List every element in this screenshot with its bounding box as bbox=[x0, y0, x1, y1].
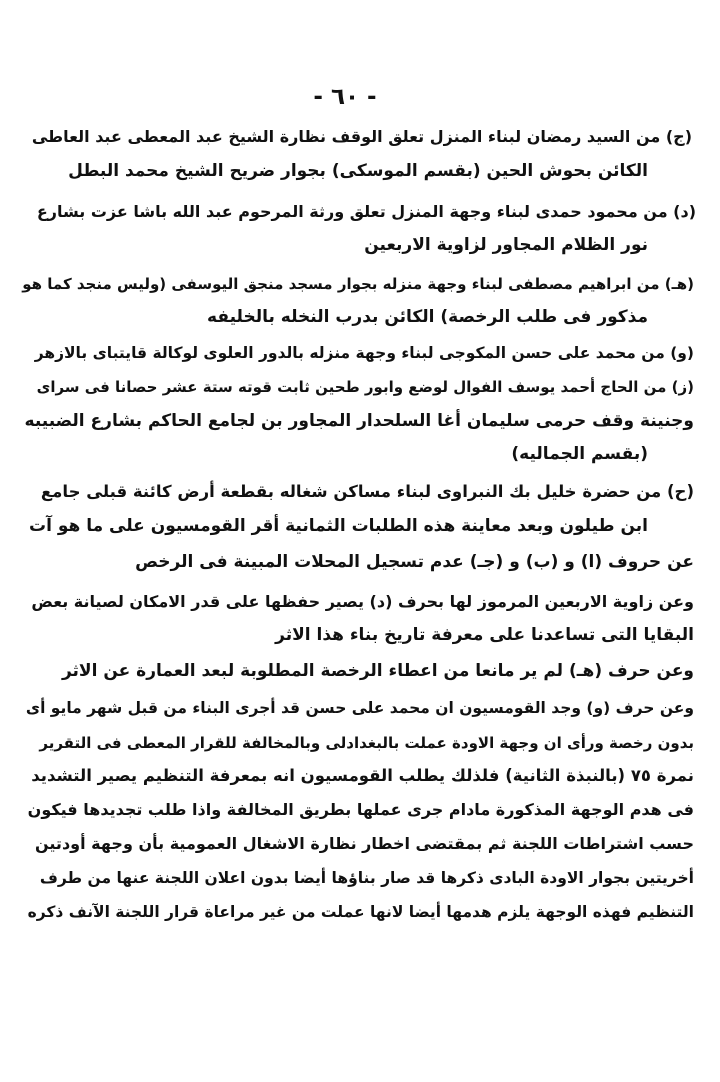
text-line-22: أخريتين بجوار الاودة البادى ذكرها قد صار بناؤها أيضا بدون اعلان اللجنة عنها من طرف bbox=[39, 869, 694, 887]
text-line-20: فى هدم الوجهة المذكورة مادام جرى عملها بطريق المخالفة واذا طلب تجديدها فيكون bbox=[27, 800, 694, 819]
text-line-17: وعن حرف (و) وجد القومسيون ان محمد على حسن قد أجرى البناء من قبل شهر مايو أى bbox=[25, 699, 694, 717]
text-line-4: نور الظلام المجاور لزاوية الاربعين bbox=[364, 235, 648, 255]
text-line-14: وعن زاوية الاربعين المرموز لها بحرف (د) يصير حفظها على قدر الامكان لصيانة بعض bbox=[31, 592, 694, 611]
text-line-2: الكائن بحوش الحين (بقسم الموسكى) بجوار ضريح الشيخ محمد البطل bbox=[68, 161, 648, 181]
text-line-7: (و) من محمد على حسن المكوجى لبناء وجهة منزله بالدور العلوى لوكالة قايتباى بالازهر bbox=[34, 344, 694, 362]
text-line-12: ابن طيلون وبعد معاينة هذه الطلبات الثمانية أقر القومسيون على ما هو آت bbox=[29, 516, 648, 536]
text-line-13: عن حروف (ا) و (ب) و (جـ) عدم تسجيل المحلات المبينة فى الرخص bbox=[135, 552, 694, 572]
text-line-21: حسب اشتراطات اللجنة ثم بمقتضى اخطار نظارة الاشغال العمومية بأن وجهة أودتين bbox=[35, 834, 694, 853]
text-line-8: (ز) من الحاج أحمد يوسف الفوال لوضع وابور طحين ثابت قوته ستة عشر حصانا فى سراى bbox=[36, 378, 694, 396]
text-line-5: (هـ) من ابراهيم مصطفى لبناء وجهة منزله بجوار مسجد منجق اليوسفى (وليس منجد كما هو bbox=[22, 275, 694, 293]
page-number: - ٦٠ - bbox=[313, 84, 377, 110]
text-line-6: مذكور فى طلب الرخصة) الكائن بدرب النخله بالخليفه bbox=[207, 307, 648, 327]
text-line-18: بدون رخصة ورأى ان وجهة الاودة عملت بالبغدادلى وبالمخالفة للقرار المعطى فى التقرير bbox=[39, 734, 694, 752]
text-line-15: البقايا التى تساعدنا على معرفة تاريخ بناء هذا الاثر bbox=[275, 625, 694, 645]
text-line-23: التنظيم فهذه الوجهة يلزم هدمها أيضا لانها عملت من غير مراعاة قرار اللجنة الآنف ذكره bbox=[27, 903, 694, 921]
text-line-11: (ح) من حضرة خليل بك النبراوى لبناء مساكن شغاله بقطعة أرض كائنة قبلى جامع bbox=[40, 482, 694, 501]
text-line-16: وعن حرف (هـ) لم ير مانعا من اعطاء الرخصة المطلوبة لبعد العمارة عن الاثر bbox=[61, 661, 694, 681]
text-line-19: نمرة ٧٥ (بالنبذة الثانية) فلذلك يطلب القومسيون انه بمعرفة التنظيم يصير التشديد bbox=[31, 766, 694, 785]
text-line-1: (ج) من السيد رمضان لبناء المنزل تعلق الوقف نظارة الشيخ عبد المعطى عبد العاطى bbox=[31, 127, 692, 146]
text-line-3: (د) من محمود حمدى لبناء وجهة المنزل تعلق ورثة المرحوم عبد الله باشا عزت بشارع bbox=[36, 202, 696, 221]
text-line-9: وجنينة وقف حرمى سليمان أغا السلحدار المجاور بن لجامع الحاكم بشارع الضبيبه bbox=[24, 411, 694, 431]
text-line-10: (بقسم الجماليه) bbox=[511, 444, 648, 464]
